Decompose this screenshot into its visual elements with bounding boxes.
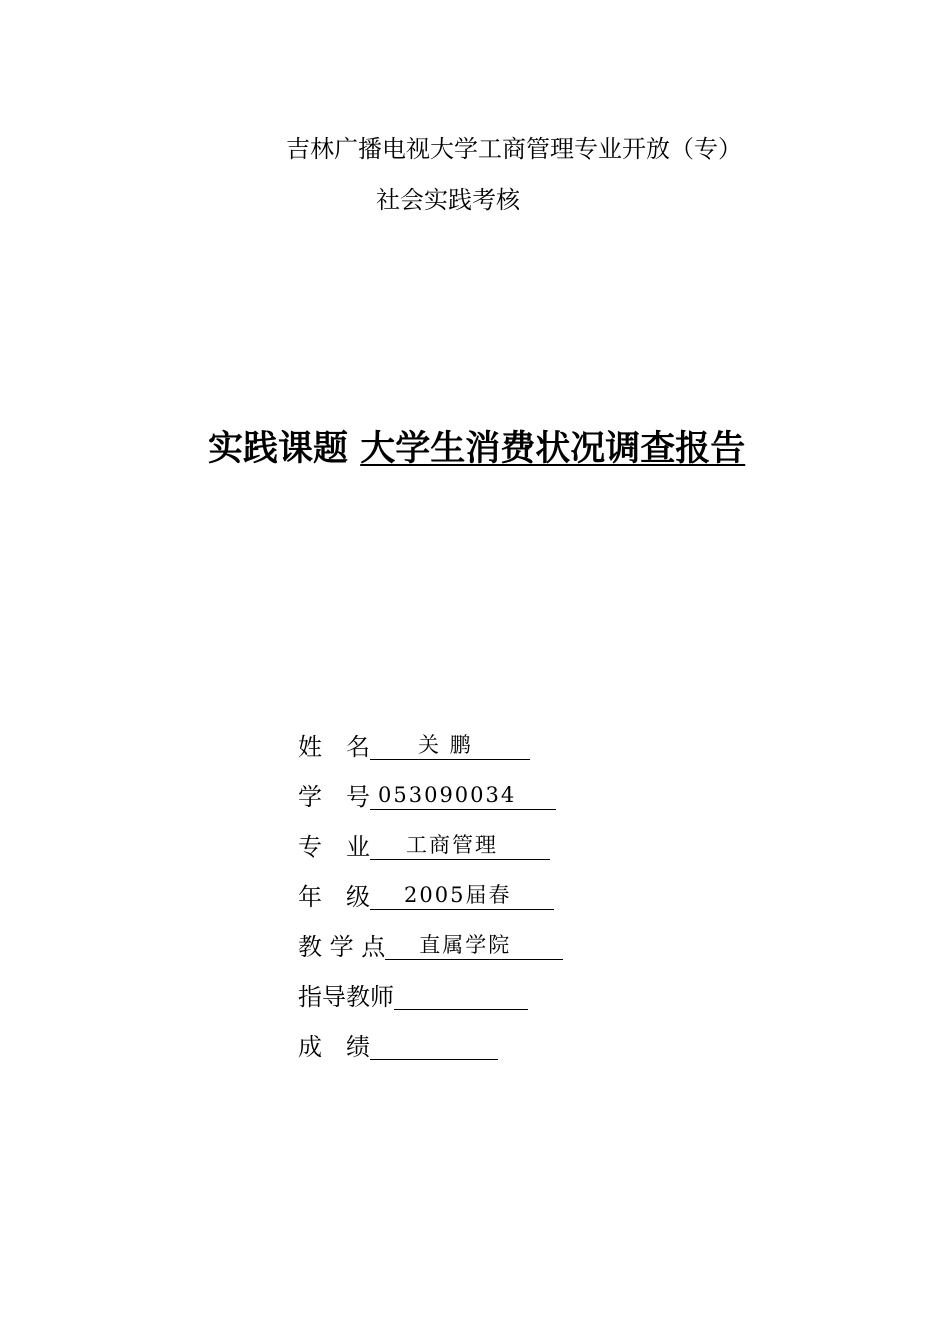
field-label-study-center: 教 学 点 (298, 933, 386, 961)
field-line-student-id (370, 779, 556, 810)
field-label-student-id: 学 号 (298, 783, 370, 811)
topic-title: 大学生消费状况调查报告 (360, 429, 746, 469)
field-value-name: 关 鹏 (418, 733, 473, 757)
institution-header: 吉林广播电视大学工商管理专业开放（专） (286, 135, 742, 163)
field-label-advisor: 指导教师 (298, 983, 394, 1011)
field-line-grade (370, 879, 554, 910)
field-advisor (298, 979, 528, 1014)
field-label-name: 姓 名 (298, 733, 370, 761)
field-line-study-center (385, 929, 563, 960)
field-line-score (370, 1029, 498, 1060)
field-grade (298, 879, 554, 914)
field-label-major: 专 业 (298, 833, 370, 861)
field-value-student-id: 053090034 (378, 783, 517, 807)
field-label-grade: 年 级 (298, 883, 370, 911)
field-line-name (370, 729, 530, 760)
topic-label: 实践课题 (208, 429, 349, 469)
field-value-study-center: 直属学院 (419, 933, 512, 957)
field-student-id (298, 779, 556, 814)
field-value-grade: 2005届春 (404, 883, 512, 907)
field-value-major: 工商管理 (406, 833, 498, 857)
field-study-center (298, 929, 563, 964)
practice-topic (208, 425, 745, 473)
field-line-advisor (394, 979, 528, 1010)
assessment-subtitle: 社会实践考核 (376, 186, 520, 214)
field-line-major (370, 829, 550, 860)
field-major (298, 829, 550, 864)
field-score (298, 1029, 498, 1064)
field-name (298, 729, 530, 764)
field-label-score: 成 绩 (298, 1033, 370, 1061)
